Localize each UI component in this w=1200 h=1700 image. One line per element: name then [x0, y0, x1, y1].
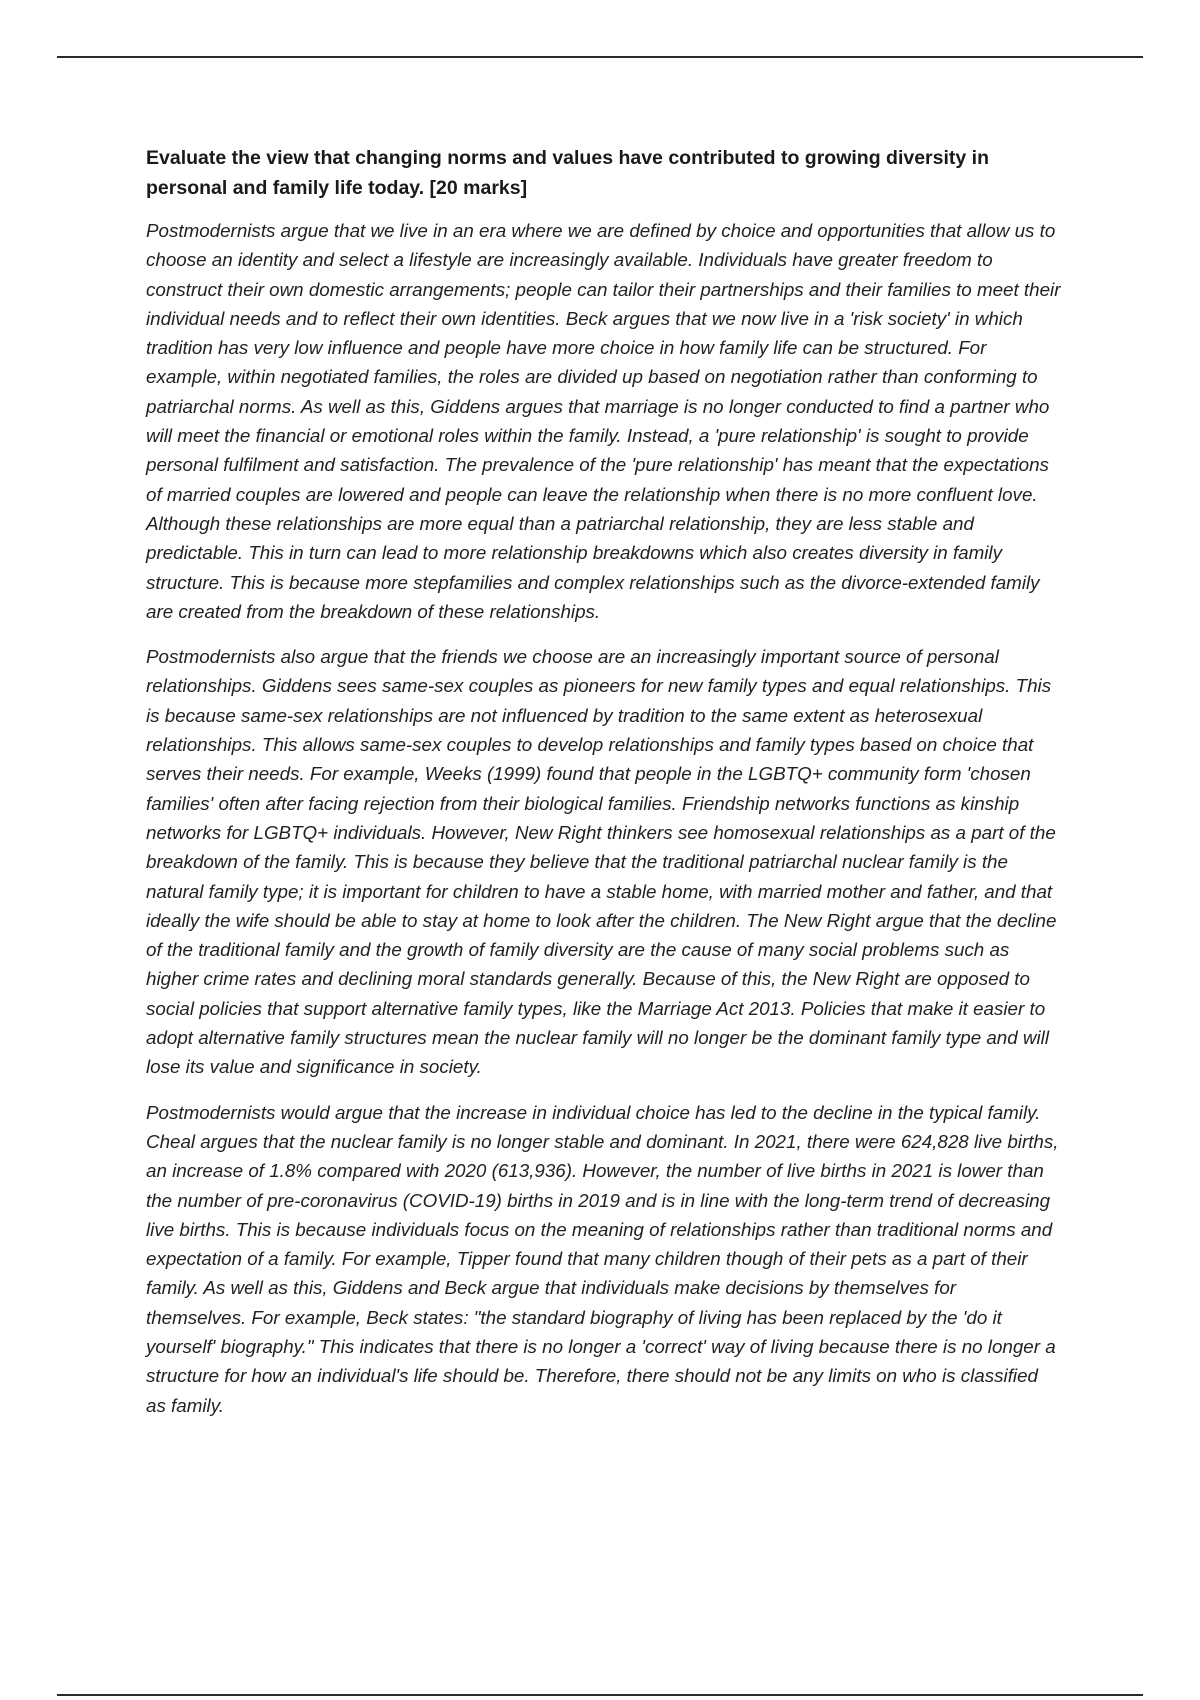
header-rule: [57, 56, 1143, 58]
paragraph-2: Postmodernists also argue that the friends we choose are an increasingly important source of personal relationships. Giddens sees same-sex couples as pioneers for new family types and equal relationships. This is because same-sex relationships are not influenced by tradition to the same extent as heterosexual relationships. This allows same-sex couples to develop relationships and family types based on choice that serves their needs. For example, Weeks (1999) found that people in the LGBTQ+ community form 'chosen families' often after facing rejection from their biological families. Friendship networks functions as kinship networks for LGBTQ+ individuals. However, New Right thinkers see homosexual relationships as a part of the breakdown of the family. This is because they believe that the traditional patriarchal nuclear family is the natural family type; it is important for children to have a stable home, with married mother and father, and that ideally the wife should be able to stay at home to look after the children. The New Right argue that the decline of the traditional family and the growth of family diversity are the cause of many social problems such as higher crime rates and declining moral standards generally. Because of this, the New Right are opposed to social policies that support alternative family types, like the Marriage Act 2013. Policies that make it easier to adopt alternative family structures mean the nuclear family will no longer be the dominant family type and will lose its value and significance in society.: [146, 646, 1057, 1078]
paragraph-3: Postmodernists would argue that the increase in individual choice has led to the decline in the typical family. Cheal argues that the nuclear family is no longer stable and dominant. In 2021, there were 624,828 live births, an increase of 1.8% compared with 2020 (613,936). However, the number of live births in 2021 is lower than the number of pre-coronavirus (COVID-19) births in 2019 and is in line with the long-term trend of decreasing live births. This is because individuals focus on the meaning of relationships rather than traditional norms and expectation of a family. For example, Tipper found that many children though of their pets as a part of their family. As well as this, Giddens and Beck argue that individuals make decisions by themselves for themselves. For example, Beck states: "the standard biography of living has been replaced by the 'do it yourself' biography." This indicates that there is no longer a 'correct' way of living because there is no longer a structure for how an individual's life should be. Therefore, there should not be any limits on who is classified as family.: [146, 1101, 1059, 1416]
document-body: [146, 143, 1061, 1436]
footer-rule: [57, 1694, 1143, 1696]
paragraph-1: Postmodernists argue that we live in an era where we are defined by choice and opportunities that allow us to choose an identity and select a lifestyle are increasingly available. Individuals have greater freedom to construct their own domestic arrangements; people can tailor their partnerships and their families to meet their individual needs and to reflect their own identities. Beck argues that we now live in a 'risk society' in which tradition has very low influence and people have more choice in how family life can be structured. For example, within negotiated families, the roles are divided up based on negotiation rather than conforming to patriarchal norms. As well as this, Giddens argues that marriage is no longer conducted to find a partner who will meet the financial or emotional roles within the family. Instead, a 'pure relationship' is sought to provide personal fulfilment and satisfaction. The prevalence of the 'pure relationship' has meant that the expectations of married couples are lowered and people can leave the relationship when there is no more confluent love. Although these relationships are more equal than a patriarchal relationship, they are less stable and predictable. This in turn can lead to more relationship breakdowns which also creates diversity in family structure. This is because more stepfamilies and complex relationships such as the divorce-extended family are created from the breakdown of these relationships.: [146, 220, 1061, 622]
essay-question: Evaluate the view that changing norms and values have contributed to growing diversity in personal and family life today. [20 marks]: [146, 147, 989, 199]
